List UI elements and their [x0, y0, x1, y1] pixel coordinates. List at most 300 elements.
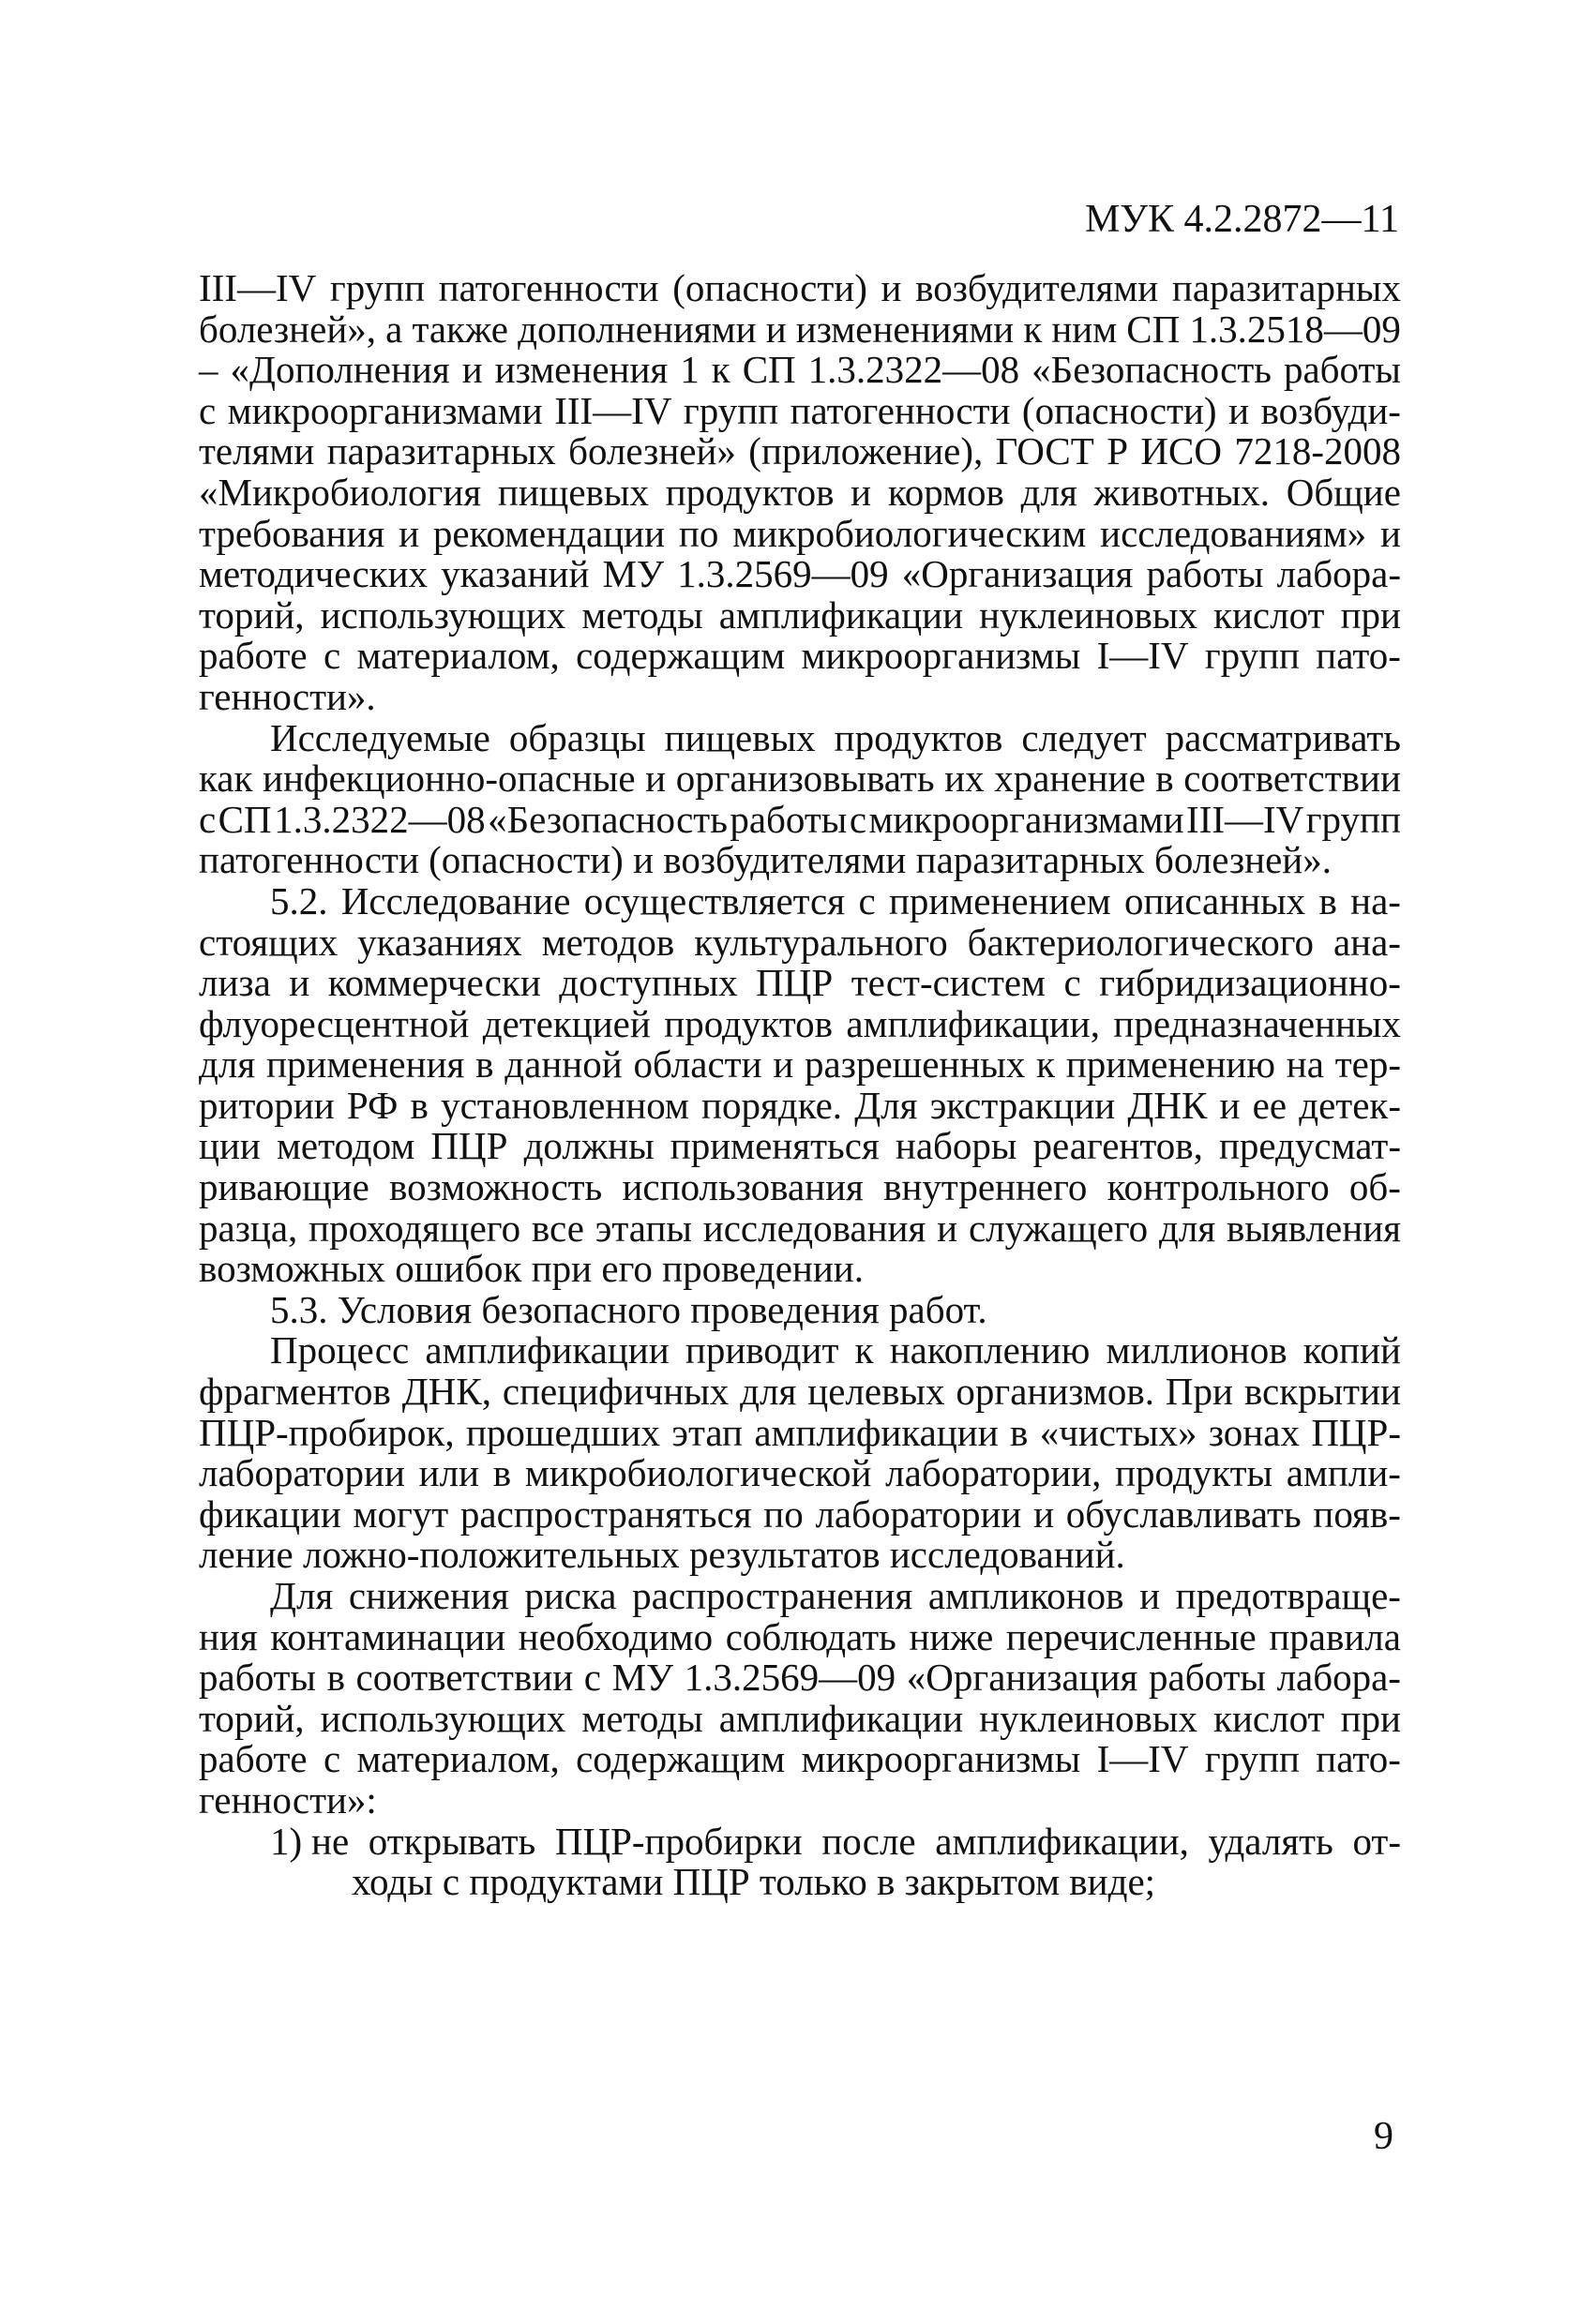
word: и [289, 961, 310, 1005]
word: нуклеиновых [979, 592, 1197, 637]
word: и [773, 1042, 794, 1087]
word: торий, [199, 1696, 305, 1740]
word: методических [199, 552, 429, 596]
word: амплификации [754, 1410, 999, 1454]
word: изменениями [795, 307, 1015, 351]
word: следует [1021, 715, 1147, 759]
word: 5.2. [270, 878, 328, 922]
word: и [937, 1206, 958, 1250]
word: вскрытии [1243, 1370, 1401, 1414]
word: специфичных [502, 1370, 730, 1414]
word: к [854, 1328, 874, 1372]
word: лаборатории [815, 1492, 1022, 1536]
word: ее [1252, 1083, 1287, 1127]
word: III—IV [554, 388, 672, 432]
word: контрольного [1107, 1165, 1330, 1209]
word: ниже [909, 1614, 994, 1658]
word: ним [1051, 307, 1118, 351]
text-line [199, 922, 1401, 964]
word: ление [199, 1533, 303, 1577]
word: в [1010, 1410, 1029, 1454]
word: ции [199, 1124, 261, 1168]
list-item-number: 1) [270, 1819, 303, 1863]
word: предназначенных [1113, 1001, 1401, 1045]
word: обуславливать [1065, 1492, 1302, 1536]
word: применяться [670, 1124, 880, 1168]
word: и [881, 266, 902, 309]
word: МУ [611, 1656, 674, 1700]
text-line [199, 1410, 1401, 1454]
word: по [763, 1492, 804, 1536]
word: указаниях [357, 920, 522, 964]
text-line [199, 758, 1401, 800]
word: также [412, 307, 508, 351]
word: содержащим [576, 634, 786, 678]
word: фикации [199, 1492, 341, 1536]
word: выявления [1227, 1206, 1401, 1250]
word: к [1023, 307, 1043, 351]
word: III—IV [199, 266, 317, 309]
word: правила [1269, 1614, 1401, 1658]
list-item-text [311, 1819, 1401, 1863]
word: работы [1283, 348, 1401, 392]
word: организовывать [675, 757, 935, 801]
word: лабора- [1276, 552, 1401, 596]
word: паразитарных [915, 838, 1154, 882]
text-line [199, 878, 1401, 922]
word: – [199, 348, 218, 392]
word: накоплению [889, 1328, 1091, 1372]
word: для [1020, 470, 1077, 514]
word: групп [1204, 1737, 1300, 1781]
word: пато- [1316, 634, 1401, 678]
word: микроорганизмы [801, 1737, 1081, 1781]
text-line [199, 350, 1401, 391]
word: ампликонов [927, 1574, 1124, 1617]
word: РФ [346, 1083, 399, 1127]
word: использующих [320, 1696, 566, 1740]
word: возбудителями [663, 838, 916, 882]
word: и [645, 757, 667, 801]
word: телями [199, 429, 315, 473]
word: должны [523, 1124, 655, 1168]
word: патогенности [790, 388, 1011, 432]
word: лабора- [1276, 1656, 1401, 1700]
word: работы [730, 797, 848, 841]
word: об- [1348, 1165, 1401, 1209]
text-line [199, 1330, 1401, 1372]
word: культурального [694, 920, 948, 964]
text-line [199, 511, 1401, 555]
text-line [199, 554, 1401, 595]
word: прошедших [465, 1410, 660, 1454]
word: ПЦР [756, 961, 834, 1005]
word: бактериологического [967, 920, 1314, 964]
text-line [199, 1044, 1401, 1086]
word: «чистых» [1039, 1410, 1197, 1454]
word: амплификации [425, 1328, 670, 1372]
word: а [385, 307, 403, 351]
word: с [849, 797, 867, 841]
word: (опасности) [429, 838, 634, 882]
text-line [199, 1249, 1401, 1290]
word: гибридизационно- [1099, 961, 1401, 1005]
word: ложно-положительных [303, 1533, 689, 1577]
word: миллионов [1106, 1328, 1287, 1372]
word: микроорганизмами [227, 388, 543, 432]
word: контаминации [270, 1614, 506, 1658]
word: исследованиям» [1100, 511, 1367, 555]
word: разца, [199, 1206, 298, 1250]
word: с [199, 388, 217, 432]
word: с [583, 1656, 601, 1700]
text-line [199, 1657, 1401, 1699]
word: Общие [1286, 470, 1401, 514]
text-line [199, 309, 1401, 351]
word: «Организация [901, 552, 1134, 596]
word: работе [199, 634, 308, 678]
word: после [821, 1819, 916, 1863]
word: микробиологической [524, 1451, 872, 1495]
word: в [1318, 878, 1337, 922]
word: нуклеиновых [979, 1696, 1197, 1740]
word: МУ [602, 552, 664, 596]
word: установленном [441, 1083, 689, 1127]
word: продуктов [664, 1001, 833, 1045]
word: амплификации [718, 592, 964, 637]
word: снижения [348, 1574, 509, 1617]
word: ДНК, [401, 1370, 491, 1414]
word: групп [1305, 797, 1401, 841]
word: образцы [508, 715, 646, 759]
word: возбуди- [1260, 388, 1401, 432]
text-line [199, 472, 1401, 514]
word: работы [199, 1656, 316, 1700]
word: указаний [441, 552, 590, 596]
text-line [199, 840, 1401, 881]
word: болезней», [199, 307, 377, 351]
word: «Безопасность [488, 797, 728, 841]
word: этапы [595, 1206, 692, 1250]
word: Условия [337, 1287, 482, 1331]
word: и [1380, 511, 1401, 555]
word: риска [524, 1574, 617, 1617]
word: реагентов, [1032, 1124, 1203, 1168]
word: пищевых [497, 470, 649, 514]
text-line [199, 1126, 1401, 1167]
word: I—IV [1096, 1737, 1189, 1781]
word: ПЦР [672, 1860, 760, 1904]
word: осуществляется [583, 878, 846, 922]
word: в [410, 1083, 429, 1127]
word: при [1340, 592, 1401, 637]
word: данной [504, 1042, 623, 1087]
word: исследования [702, 1206, 926, 1250]
word: соответствии [1183, 757, 1401, 801]
word: проведении. [662, 1247, 864, 1291]
word: рассматривать [1165, 715, 1401, 759]
word: на- [1350, 878, 1401, 922]
text-line [199, 715, 1401, 759]
word: с [858, 878, 876, 922]
word: наборы [895, 1124, 1017, 1168]
word: как [199, 757, 253, 801]
word: лиза [199, 961, 271, 1005]
word: 1.3.2518—09 [1189, 307, 1401, 351]
word: виде; [1069, 1860, 1156, 1904]
word: и [461, 348, 483, 392]
word: продуктов [665, 470, 835, 514]
word: с [323, 1737, 341, 1781]
word: распространения [632, 1574, 913, 1617]
word: микроорганизмы [801, 634, 1081, 678]
word: генности». [199, 674, 376, 718]
text-line [199, 1696, 1401, 1740]
word: распространяться [459, 1492, 752, 1536]
word: Исследование [340, 878, 571, 922]
body-text [199, 268, 1401, 1903]
word: кормов [887, 470, 1004, 514]
word: по [678, 511, 719, 555]
word: работе [199, 1737, 308, 1781]
word: ПЦР-пробирки [554, 1819, 803, 1863]
text-line [199, 1576, 1401, 1617]
word: работы [1146, 552, 1264, 596]
word: внутреннего [883, 1165, 1088, 1209]
word: и [399, 511, 420, 555]
word: методов [541, 920, 675, 964]
word: групп [1204, 634, 1300, 678]
text-line [199, 963, 1401, 1004]
word: продуктами [469, 1860, 673, 1904]
word: лаборатории, [885, 1451, 1102, 1495]
word: к [1036, 1042, 1056, 1087]
word: болезней». [1153, 838, 1332, 882]
text-line [199, 1494, 1401, 1536]
word: тер- [1334, 1042, 1401, 1087]
word: инфекционно-опасные [263, 757, 636, 801]
word: генности»: [199, 1777, 377, 1822]
word: работ. [889, 1287, 987, 1331]
text-line [199, 1614, 1401, 1658]
text-line [199, 431, 1401, 472]
word: экстракции [929, 1083, 1116, 1127]
word: и [1219, 1083, 1241, 1127]
word: тест-систем [851, 961, 1046, 1005]
word: их [944, 757, 985, 801]
word: ДНК [1127, 1083, 1208, 1127]
word: ампли- [1286, 1451, 1401, 1495]
text-line [199, 636, 1401, 677]
word: удалять [1208, 1819, 1333, 1863]
word: открывать [368, 1819, 536, 1863]
word: в [326, 1656, 345, 1700]
word: материалом, [356, 634, 560, 678]
word: разрешенных [805, 1042, 1026, 1087]
word: предотвраще- [1175, 1574, 1401, 1617]
word: коммерчески [327, 961, 541, 1005]
word: проходящего [309, 1206, 521, 1250]
word: описанных [1123, 878, 1306, 922]
word: появ- [1313, 1492, 1401, 1536]
text-line [199, 388, 1401, 432]
word: возможность [389, 1165, 603, 1209]
word: торий, [199, 592, 305, 637]
word: могут [353, 1492, 449, 1536]
word: Процесс [270, 1328, 410, 1372]
word: целевых [807, 1370, 945, 1414]
word: для [199, 1042, 256, 1087]
word: материалом, [356, 1737, 560, 1781]
word: применению [1065, 1042, 1276, 1087]
word: закрытом [904, 1860, 1070, 1904]
word: хранение [994, 757, 1146, 801]
word: использования [622, 1165, 864, 1209]
word: 1.3.2569—09 [684, 1656, 896, 1700]
page-number: 9 [1374, 2115, 1393, 2158]
word: возбудителями [915, 266, 1159, 309]
word: амплификации, [846, 1001, 1100, 1045]
word: от- [1352, 1819, 1401, 1863]
text-line [199, 1453, 1401, 1494]
word: предусмат- [1218, 1124, 1401, 1168]
word: с [323, 634, 341, 678]
text-line [199, 592, 1401, 637]
word: групп [683, 388, 779, 432]
word: III—IV [1186, 797, 1304, 841]
word: продукты [1115, 1451, 1273, 1495]
word: в [475, 1042, 494, 1087]
word: амплификации, [935, 1819, 1189, 1863]
text-line [199, 1001, 1401, 1045]
word: применения [265, 1042, 465, 1087]
word: методы [581, 1696, 703, 1740]
word: содержащим [576, 1737, 786, 1781]
word: методом [276, 1124, 415, 1168]
word: только [759, 1860, 878, 1904]
word: на [1286, 1042, 1324, 1087]
text-line [199, 1372, 1401, 1413]
text-line [199, 1083, 1401, 1127]
word: приводит [685, 1328, 839, 1372]
word: (опасности) [1021, 388, 1217, 432]
word: Р [1107, 429, 1128, 473]
word: использующих [320, 592, 566, 637]
word: 1 [680, 348, 700, 392]
text-line [199, 1208, 1401, 1250]
section-heading-5-3 [199, 1287, 1401, 1331]
word: безопасного [481, 1287, 691, 1331]
word: в [877, 1860, 905, 1904]
word: и [1228, 388, 1250, 432]
word: кислот [1213, 1696, 1325, 1740]
word: доступных [559, 961, 738, 1005]
word: ПЦР-пробирок, [199, 1410, 455, 1454]
word: фрагментов [199, 1370, 391, 1414]
word: 1.3.2322—08 [807, 348, 1020, 392]
word: микробиологическим [732, 511, 1087, 555]
word: и [1033, 1492, 1055, 1536]
word: 7218-2008 [1234, 429, 1401, 473]
word: в [1155, 757, 1174, 801]
word: в [492, 1451, 512, 1495]
word: ГОСТ [995, 429, 1094, 473]
text-line [199, 674, 1401, 718]
word: проведения [690, 1287, 890, 1331]
word: Исследуемые [270, 715, 490, 759]
word: флуоресцентной [199, 1001, 470, 1045]
word: паразитарных [326, 429, 556, 473]
word: все [531, 1206, 584, 1250]
word: При [1165, 1370, 1233, 1414]
word: I—IV [1096, 634, 1189, 678]
word: детекцией [482, 1001, 651, 1045]
word: Для [854, 1083, 918, 1127]
word: и [851, 470, 872, 514]
word: возможных [199, 1247, 396, 1291]
word: СП [218, 797, 272, 841]
text-line [199, 268, 1401, 309]
word: «Организация [906, 1656, 1138, 1700]
word: при [531, 1247, 602, 1291]
word: ана- [1333, 920, 1401, 964]
word: служащего [968, 1206, 1149, 1250]
word: соблюдать [725, 1614, 896, 1658]
word: изменения [494, 348, 669, 392]
word: необходимо [518, 1614, 714, 1658]
word: ния [199, 1614, 258, 1658]
word: болезней» [568, 429, 736, 473]
word: (опасности) [672, 266, 867, 309]
word: патогенности [438, 266, 659, 309]
word: порядке. [701, 1083, 843, 1127]
word: детек- [1299, 1083, 1401, 1127]
word: рекомендации [432, 511, 666, 555]
word: для [740, 1370, 797, 1414]
word: для [1159, 1206, 1216, 1250]
word: амплификации [718, 1696, 964, 1740]
word: микроорганизмами [868, 797, 1184, 841]
word: требования [199, 511, 385, 555]
word: ИСО [1140, 429, 1222, 473]
word: и [1139, 1574, 1161, 1617]
word: работы [1149, 1656, 1266, 1700]
word: и [633, 838, 664, 882]
text-line [199, 1777, 1401, 1822]
document-code-header: МУК 4.2.2872—11 [1084, 198, 1399, 241]
word: области [633, 1042, 762, 1087]
list-item-1 [199, 1819, 1401, 1863]
word: при [1340, 1696, 1401, 1740]
word: ходы [352, 1860, 443, 1904]
word: исследований. [889, 1533, 1125, 1577]
text-line [199, 797, 1401, 841]
word: зонах [1208, 1410, 1300, 1454]
word: групп [329, 266, 426, 309]
word: с [1063, 961, 1081, 1005]
word: лаборатории [199, 1451, 405, 1495]
word: ритории [199, 1083, 335, 1127]
word: «Микробиология [199, 470, 482, 514]
word: с [199, 797, 217, 841]
word: стоящих [199, 920, 339, 964]
word: 5.3. [270, 1287, 338, 1331]
word: пато- [1316, 1737, 1401, 1781]
text-line [199, 1535, 1401, 1576]
word: методы [581, 592, 703, 637]
word: патогенности [199, 838, 429, 882]
word: паразитарных [1171, 266, 1401, 309]
